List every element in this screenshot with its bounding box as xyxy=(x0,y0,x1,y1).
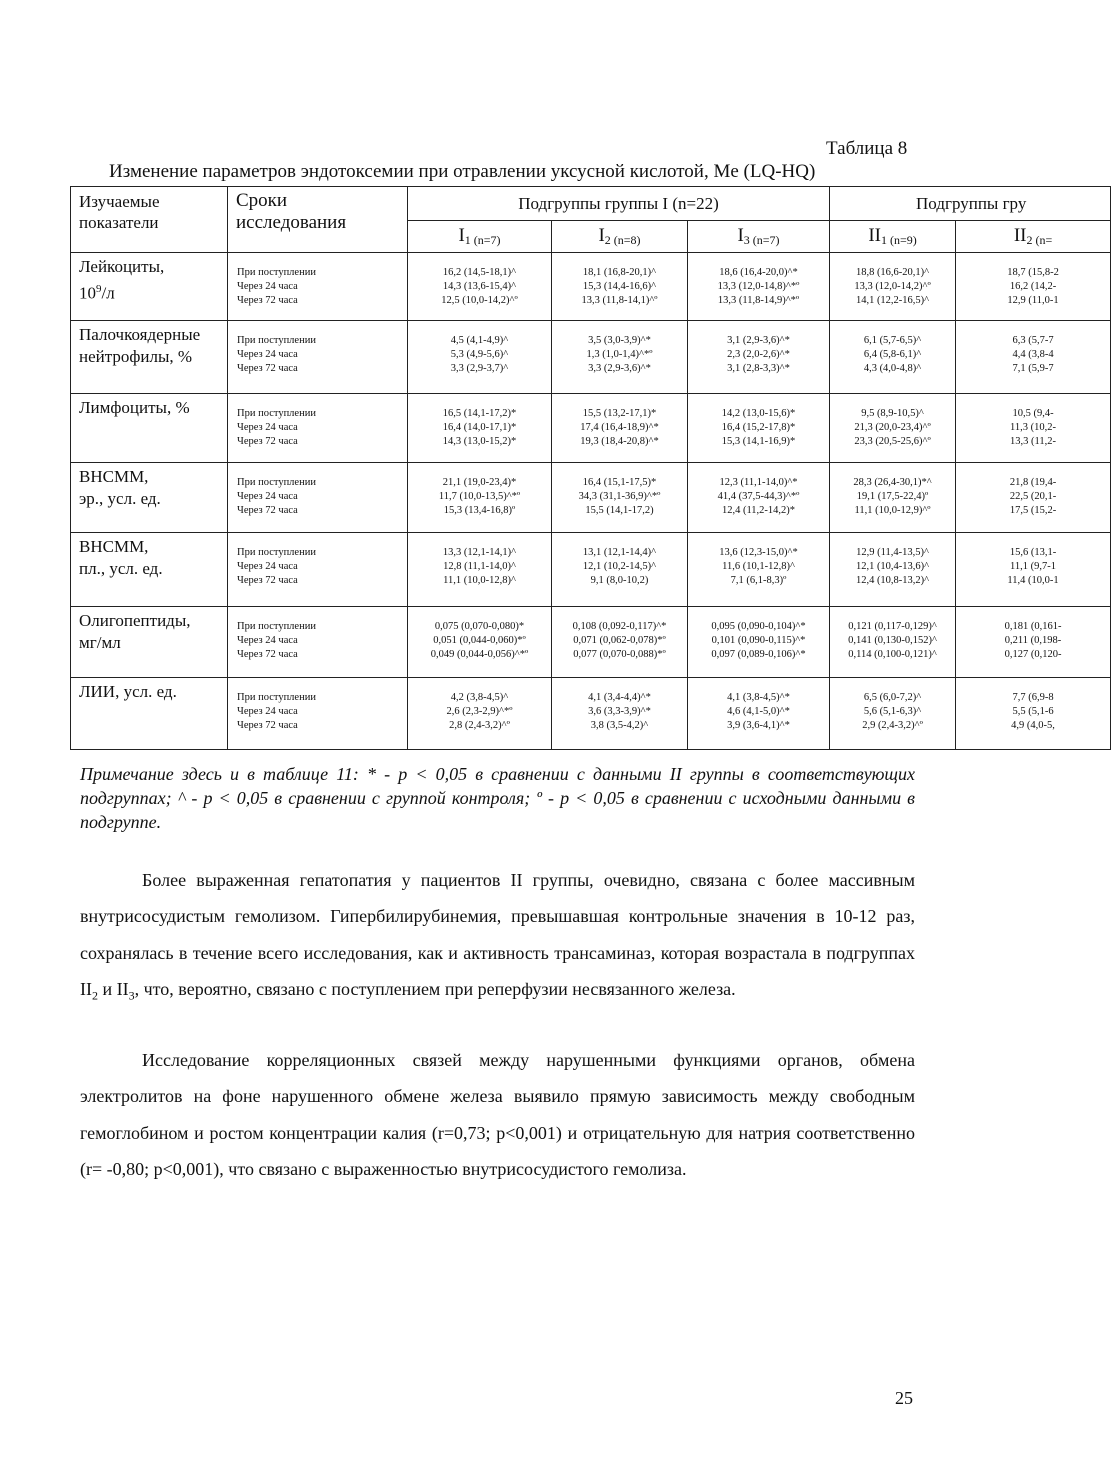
value-entry: 6,5 (6,0-7,2)^ xyxy=(863,692,922,703)
value-entry: 3,1 (2,9-3,6)^* xyxy=(727,335,790,346)
indicator-unit-part: 9 xyxy=(96,283,102,295)
value-cell xyxy=(956,463,1111,533)
value-entry: 12,1 (10,2-14,5)^ xyxy=(582,561,657,573)
table-label: Таблица 8 xyxy=(826,138,908,159)
value-entry: 4,2 (3,8-4,5)^ xyxy=(450,692,509,703)
value-entry: 6,1 (5,7-6,5)^ xyxy=(863,335,922,346)
value-entry: 19,1 (17,5-22,4)º xyxy=(856,491,929,503)
value-entry: 11,1 (10,0-12,9)^º xyxy=(854,505,931,517)
time-points xyxy=(228,253,408,321)
header-group-1: Подгруппы группы I (n=22) xyxy=(408,187,830,221)
value-entry: 13,3 (12,1-14,1)^ xyxy=(442,547,517,558)
value-entry: 0,127 (0,120- xyxy=(1004,649,1062,661)
value-entry: 0,211 (0,198- xyxy=(1004,635,1062,647)
value-entry: 12,3 (11,1-14,0)^* xyxy=(719,477,798,488)
value-entry: 12,4 (11,2-14,2)* xyxy=(721,505,796,517)
value-cell xyxy=(408,321,552,394)
value-entry: 13,3 (12,0-14,8)^*º xyxy=(717,281,800,293)
value-entry: 18,1 (16,8-20,1)^ xyxy=(582,267,657,278)
time-points xyxy=(228,678,408,750)
subgroup-size: 2 (n= xyxy=(1026,233,1053,247)
time-point-label: Через 72 часа xyxy=(237,363,298,375)
value-entry: 19,3 (18,4-20,8)^* xyxy=(580,436,659,448)
value-entry: 15,3 (14,4-16,6)^ xyxy=(582,281,657,293)
value-entry: 3,3 (2,9-3,6)^* xyxy=(588,363,651,375)
value-entry: 7,7 (6,9-8 xyxy=(1012,692,1054,703)
value-entry: 11,1 (9,7-1 xyxy=(1010,561,1057,573)
time-points xyxy=(228,533,408,607)
value-entry: 17,5 (15,2- xyxy=(1009,505,1057,517)
value-entry: 4,4 (3,8-4 xyxy=(1012,349,1054,361)
indicator-label: ВНСММ, xyxy=(79,467,149,486)
time-point-label: Через 72 часа xyxy=(237,436,298,448)
value-entry: 0,097 (0,089-0,106)^* xyxy=(711,649,806,661)
value-entry: 16,2 (14,5-18,1)^ xyxy=(442,267,517,278)
subgroup-size: 1 (n=9) xyxy=(880,233,917,247)
table-container xyxy=(70,186,1062,759)
value-entry: 18,7 (15,8-2 xyxy=(1007,267,1059,278)
time-point-label: При поступлении xyxy=(237,621,316,632)
value-entry: 5,5 (5,1-6 xyxy=(1012,706,1054,718)
value-cell xyxy=(688,463,830,533)
value-entry: 4,1 (3,8-4,5)^* xyxy=(727,692,790,703)
subgroup-header xyxy=(688,221,830,253)
header-indicator: Изучаемые показатели xyxy=(71,187,228,253)
time-point-label: Через 72 часа xyxy=(237,575,298,587)
table-row xyxy=(71,253,1111,321)
subgroup-label: I xyxy=(598,225,605,246)
value-cell xyxy=(830,394,956,463)
page-number: 25 xyxy=(895,1388,913,1408)
indicator-name xyxy=(71,678,228,750)
value-entry: 0,049 (0,044-0,056)^*º xyxy=(430,649,529,661)
value-entry: 0,181 (0,161- xyxy=(1004,621,1062,632)
value-entry: 0,077 (0,070-0,088)*º xyxy=(573,649,666,661)
indicator-label: ВНСММ, xyxy=(79,537,149,556)
table-caption: Изменение параметров эндотоксемии при отравлении уксусной кислотой, Me (LQ-HQ) xyxy=(109,161,816,182)
value-cell xyxy=(408,253,552,321)
subgroup-label: I xyxy=(458,225,465,246)
table-row xyxy=(71,394,1111,463)
time-point-label: При поступлении xyxy=(237,267,316,278)
value-entry: 13,3 (11,8-14,1)^º xyxy=(581,295,658,307)
value-entry: 12,9 (11,4-13,5)^ xyxy=(856,547,929,558)
indicator-label: Палочкоядерные нейтрофилы, % xyxy=(79,325,201,366)
value-entry: 13,1 (12,1-14,4)^ xyxy=(582,547,657,558)
value-entry: 9,5 (8,9-10,5)^ xyxy=(861,408,924,419)
time-point-label: При поступлении xyxy=(237,477,316,488)
value-entry: 23,3 (20,5-25,6)^º xyxy=(854,436,931,448)
table-note: Примечание здесь и в таблице 11: * - p < 0,05 в сравнении с данными II группы в соответствующих подгруппах; ^ - p < 0,05 в сравнении с группой контроля; º - p < 0,05 в сравнении с исходными данными в подгруппе. xyxy=(80,764,915,832)
value-cell xyxy=(956,678,1111,750)
value-cell xyxy=(552,607,688,678)
value-entry: 0,121 (0,117-0,129)^ xyxy=(848,621,937,632)
subgroup-label: I xyxy=(737,225,744,246)
indicator-name xyxy=(71,321,228,394)
indicator-label: Лимфоциты, % xyxy=(79,398,190,417)
value-entry: 15,3 (14,1-16,9)* xyxy=(721,436,796,448)
value-entry: 4,5 (4,1-4,9)^ xyxy=(450,335,509,346)
paragraph-1-sub-1: 2 xyxy=(92,988,98,1003)
paragraph-1 xyxy=(80,862,915,1014)
value-cell xyxy=(408,678,552,750)
indicator-name xyxy=(71,533,228,607)
value-entry: 34,3 (31,1-36,9)^*º xyxy=(578,491,661,503)
value-entry: 15,6 (13,1- xyxy=(1009,547,1057,558)
value-entry: 5,6 (5,1-6,3)^ xyxy=(863,706,922,718)
table-row xyxy=(71,607,1111,678)
value-cell xyxy=(956,321,1111,394)
value-entry: 2,3 (2,0-2,6)^* xyxy=(727,349,790,361)
time-point-label: Через 24 часа xyxy=(237,561,298,573)
value-entry: 13,3 (11,8-14,9)^*º xyxy=(717,295,800,307)
value-entry: 0,114 (0,100-0,121)^ xyxy=(848,649,937,661)
subgroup-size: 1 (n=7) xyxy=(464,233,501,247)
time-point-label: Через 72 часа xyxy=(237,295,298,307)
subgroup-header xyxy=(956,221,1111,253)
time-point-label: При поступлении xyxy=(237,547,316,558)
value-entry: 3,6 (3,3-3,9)^* xyxy=(588,706,651,718)
value-cell xyxy=(688,533,830,607)
indicator-unit: эр., усл. ед. xyxy=(79,489,161,508)
value-entry: 0,095 (0,090-0,104)^* xyxy=(711,621,806,632)
value-entry: 11,1 (10,0-12,8)^ xyxy=(443,575,516,587)
value-entry: 3,9 (3,6-4,1)^* xyxy=(727,720,790,732)
time-point-label: При поступлении xyxy=(237,408,316,419)
value-entry: 14,1 (12,2-16,5)^ xyxy=(855,295,930,307)
paragraph-1-sub-2: 3 xyxy=(128,988,135,1003)
value-entry: 4,3 (4,0-4,8)^ xyxy=(863,363,922,375)
table-row xyxy=(71,463,1111,533)
subgroup-header xyxy=(552,221,688,253)
value-cell xyxy=(552,321,688,394)
value-entry: 13,3 (11,2- xyxy=(1010,436,1057,448)
value-cell xyxy=(830,321,956,394)
subgroup-label: II xyxy=(868,225,881,246)
value-entry: 18,6 (16,4-20,0)^* xyxy=(719,267,798,278)
value-entry: 2,6 (2,3-2,9)^*º xyxy=(446,706,513,718)
value-entry: 9,1 (8,0-10,2) xyxy=(590,575,649,587)
value-cell xyxy=(408,607,552,678)
subgroup-size: 3 (n=7) xyxy=(743,233,780,247)
time-point-label: Через 24 часа xyxy=(237,491,298,503)
value-cell xyxy=(552,253,688,321)
indicator-unit: мг/мл xyxy=(79,633,121,652)
value-cell xyxy=(688,253,830,321)
value-entry: 5,3 (4,9-5,6)^ xyxy=(450,349,509,361)
indicator-label: ЛИИ, усл. ед. xyxy=(79,682,177,701)
indicator-name xyxy=(71,253,228,321)
value-entry: 16,4 (14,0-17,1)* xyxy=(442,422,517,434)
value-entry: 0,101 (0,090-0,115)^* xyxy=(711,635,806,647)
indicator-name xyxy=(71,394,228,463)
time-point-label: При поступлении xyxy=(237,692,316,703)
value-cell xyxy=(688,321,830,394)
table-row xyxy=(71,678,1111,750)
paragraph-1-text-a: Более выраженная гепатопатия у пациентов II группы, очевидно, связана с более массивным внутрисосудистым гемолизом. Гипербилирубинемия, превышавшая контрольные значения в 10-12 раз, сохранялась в течение всего исследования, как и активность трансаминаз, которая возрастала в подгруппах II xyxy=(80,870,915,1000)
value-entry: 16,2 (14,2- xyxy=(1009,281,1057,293)
value-entry: 12,5 (10,0-14,2)^º xyxy=(441,295,518,307)
value-entry: 0,051 (0,044-0,060)*º xyxy=(433,635,526,647)
value-cell xyxy=(408,394,552,463)
data-table xyxy=(70,186,1111,750)
value-entry: 4,6 (4,1-5,0)^* xyxy=(727,706,790,718)
paragraph-1-text-b: и II xyxy=(98,979,129,1000)
subgroup-header xyxy=(830,221,956,253)
table-row xyxy=(71,321,1111,394)
table-row xyxy=(71,533,1111,607)
indicator-label: Лейкоциты, xyxy=(79,257,165,276)
value-cell xyxy=(830,463,956,533)
value-entry: 16,5 (14,1-17,2)* xyxy=(442,408,517,419)
value-entry: 13,3 (12,0-14,2)^º xyxy=(854,281,931,293)
value-cell xyxy=(830,607,956,678)
value-entry: 6,4 (5,8-6,1)^ xyxy=(863,349,922,361)
time-points xyxy=(228,321,408,394)
time-point-label: Через 24 часа xyxy=(237,706,298,718)
indicator-unit: пл., усл. ед. xyxy=(79,559,163,578)
time-point-label: Через 72 часа xyxy=(237,720,298,732)
value-entry: 14,3 (13,0-15,2)* xyxy=(442,436,517,448)
value-cell xyxy=(956,394,1111,463)
value-entry: 11,7 (10,0-13,5)^*º xyxy=(438,491,521,503)
value-cell xyxy=(552,533,688,607)
time-points xyxy=(228,394,408,463)
value-entry: 2,8 (2,4-3,2)^º xyxy=(449,720,510,732)
value-entry: 0,075 (0,070-0,080)* xyxy=(434,621,525,632)
header-group-2: Подгруппы гру xyxy=(830,187,1111,221)
indicator-name xyxy=(71,607,228,678)
value-entry: 16,4 (15,2-17,8)* xyxy=(721,422,796,434)
time-point-label: Через 72 часа xyxy=(237,649,298,661)
value-entry: 12,4 (10,8-13,2)^ xyxy=(855,575,930,587)
value-entry: 11,6 (10,1-12,8)^ xyxy=(722,561,795,573)
value-cell xyxy=(408,463,552,533)
value-entry: 0,071 (0,062-0,078)*º xyxy=(573,635,666,647)
indicator-name xyxy=(71,463,228,533)
value-entry: 12,9 (11,0-1 xyxy=(1007,295,1059,307)
value-cell xyxy=(552,394,688,463)
value-entry: 6,3 (5,7-7 xyxy=(1012,335,1054,346)
value-cell xyxy=(552,463,688,533)
header-times: Сроки исследования xyxy=(228,187,408,253)
value-cell xyxy=(956,607,1111,678)
value-entry: 18,8 (16,6-20,1)^ xyxy=(855,267,930,278)
time-point-label: Через 72 часа xyxy=(237,505,298,517)
subgroup-header xyxy=(408,221,552,253)
value-cell xyxy=(688,394,830,463)
value-cell xyxy=(688,678,830,750)
indicator-unit-part: /л xyxy=(101,283,115,303)
value-entry: 22,5 (20,1- xyxy=(1009,491,1057,503)
value-entry: 0,108 (0,092-0,117)^* xyxy=(572,621,667,632)
time-points xyxy=(228,607,408,678)
value-cell xyxy=(830,678,956,750)
value-entry: 7,1 (5,9-7 xyxy=(1012,363,1054,375)
paragraph-2-text: Исследование корреляционных связей между нарушенными функциями органов, обмена электролитов на фоне нарушенного обмене железа выявило прямую зависимость между свободным гемоглобином и ростом концентрации калия (r=0,73; p<0,001) и отрицательную для натрия соответственно (r= -0,80; p<0,001), что связано с выраженностью внутрисосудистого гемолиза. xyxy=(80,1050,915,1180)
indicator-unit xyxy=(79,278,219,305)
value-entry: 41,4 (37,5-44,3)^*º xyxy=(717,491,800,503)
time-points xyxy=(228,463,408,533)
indicator-unit-part: 10 xyxy=(79,283,96,303)
value-entry: 4,9 (4,0-5, xyxy=(1011,720,1055,732)
time-point-label: Через 24 часа xyxy=(237,422,298,434)
value-entry: 14,2 (13,0-15,6)* xyxy=(721,408,796,419)
value-entry: 10,5 (9,4- xyxy=(1012,408,1054,419)
value-cell xyxy=(408,533,552,607)
value-entry: 11,3 (10,2- xyxy=(1010,422,1057,434)
value-entry: 17,4 (16,4-18,9)^* xyxy=(580,422,659,434)
value-entry: 12,1 (10,4-13,6)^ xyxy=(855,561,930,573)
value-entry: 3,5 (3,0-3,9)^* xyxy=(588,335,651,346)
value-entry: 2,9 (2,4-3,2)^º xyxy=(862,720,923,732)
paragraph-1-text-c: , что, вероятно, связано с поступлением при реперфузии несвязанного железа. xyxy=(134,979,736,1000)
value-cell xyxy=(552,678,688,750)
value-entry: 21,8 (19,4- xyxy=(1009,477,1057,488)
time-point-label: Через 24 часа xyxy=(237,349,298,361)
value-entry: 0,141 (0,130-0,152)^ xyxy=(848,635,937,647)
paragraph-2 xyxy=(80,1042,915,1188)
indicator-label: Олигопептиды, xyxy=(79,611,191,630)
value-entry: 13,6 (12,3-15,0)^* xyxy=(719,547,798,558)
value-entry: 3,8 (3,5-4,2)^ xyxy=(590,720,649,732)
value-cell xyxy=(688,607,830,678)
subgroup-label: II xyxy=(1013,225,1027,246)
value-entry: 21,1 (19,0-23,4)* xyxy=(442,477,517,488)
value-entry: 4,1 (3,4-4,4)^* xyxy=(588,692,651,703)
value-cell xyxy=(956,253,1111,321)
time-point-label: Через 24 часа xyxy=(237,635,298,647)
value-entry: 14,3 (13,6-15,4)^ xyxy=(442,281,517,293)
value-entry: 3,3 (2,9-3,7)^ xyxy=(450,363,509,375)
value-entry: 12,8 (11,1-14,0)^ xyxy=(443,561,516,573)
value-entry: 28,3 (26,4-30,1)*^ xyxy=(853,477,932,488)
value-cell xyxy=(830,253,956,321)
time-point-label: При поступлении xyxy=(237,335,316,346)
value-entry: 21,3 (20,0-23,4)^º xyxy=(854,422,931,434)
value-entry: 16,4 (15,1-17,5)* xyxy=(582,477,657,488)
value-cell xyxy=(956,533,1111,607)
value-entry: 15,5 (14,1-17,2) xyxy=(585,505,654,517)
subgroup-size: 2 (n=8) xyxy=(604,233,641,247)
time-point-label: Через 24 часа xyxy=(237,281,298,293)
value-entry: 11,4 (10,0-1 xyxy=(1007,575,1059,587)
value-entry: 1,3 (1,0-1,4)^*º xyxy=(586,349,653,361)
value-entry: 7,1 (6,1-8,3)º xyxy=(730,575,787,587)
value-entry: 15,3 (13,4-16,8)º xyxy=(443,505,516,517)
value-entry: 15,5 (13,2-17,1)* xyxy=(582,408,657,419)
value-entry: 3,1 (2,8-3,3)^* xyxy=(727,363,790,375)
value-cell xyxy=(830,533,956,607)
